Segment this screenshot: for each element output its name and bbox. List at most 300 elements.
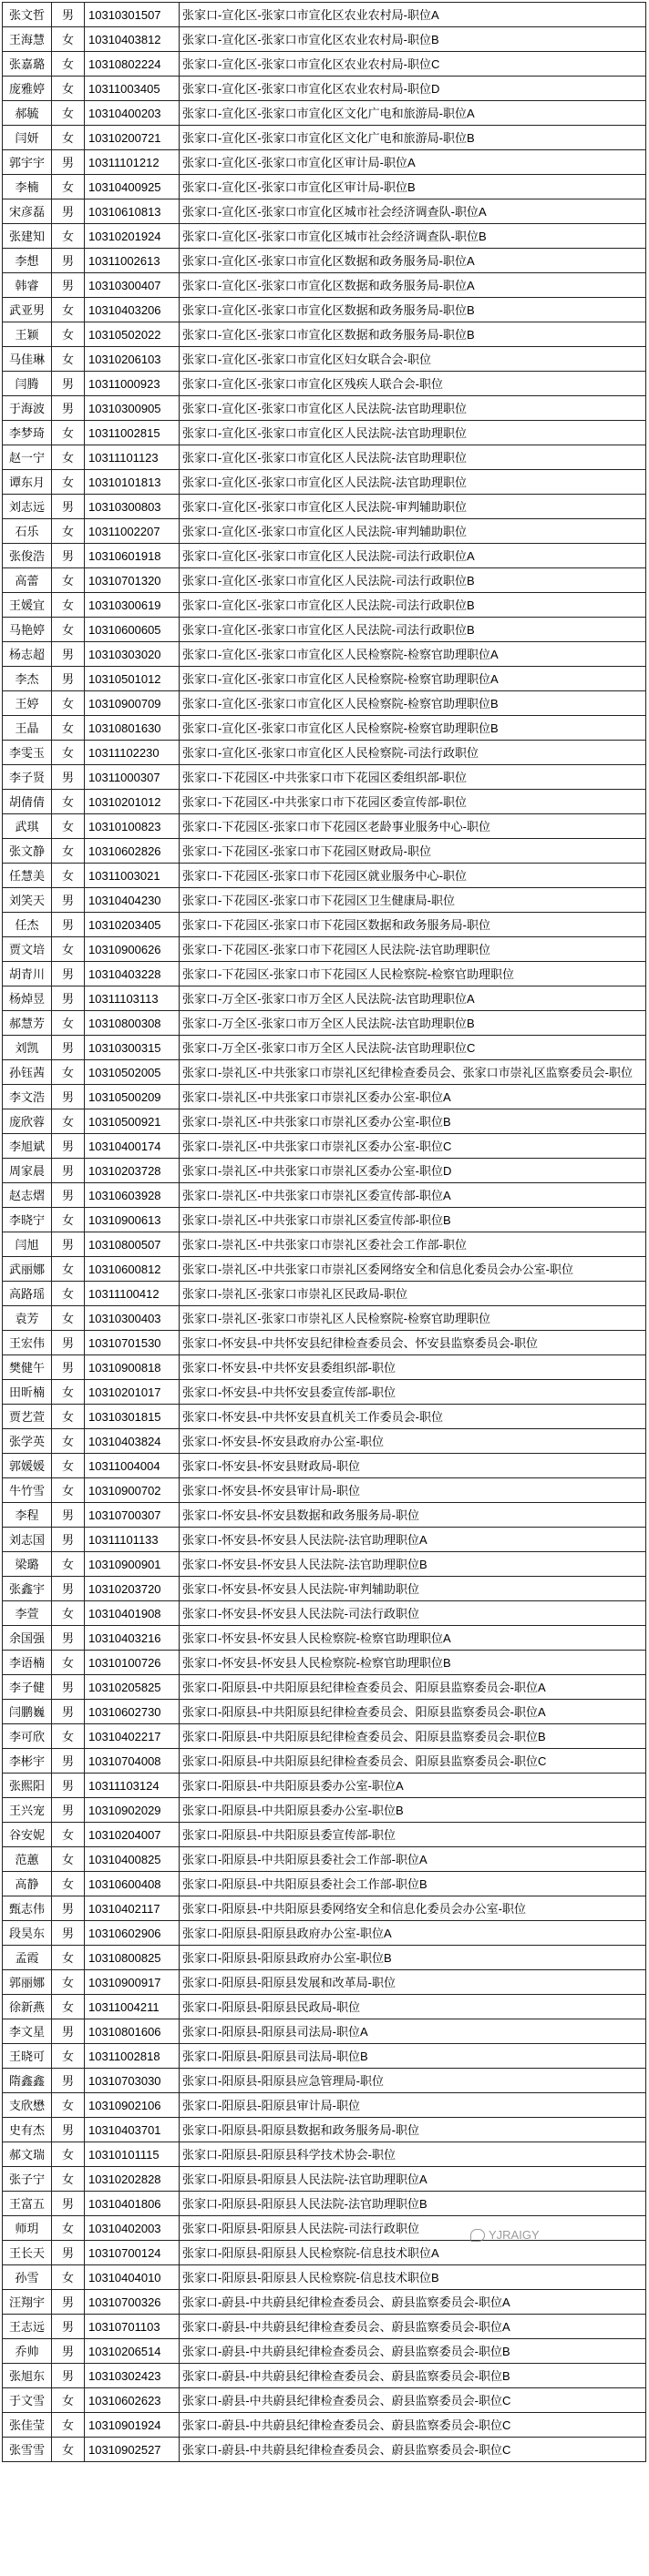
table-row — [3, 2118, 646, 2142]
cell-name: 刘凯 — [3, 1036, 52, 1060]
cell-name: 任杰 — [3, 913, 52, 937]
cell-position: 张家口-下花园区-张家口市下花园区卫生健康局-职位 — [180, 888, 646, 913]
cell-position: 张家口-崇礼区-中共张家口市崇礼区纪律检查委员会、张家口市崇礼区监察委员会-职位 — [180, 1060, 646, 1085]
cell-exam-id: 10310801630 — [85, 716, 180, 741]
cell-exam-id: 10310800507 — [85, 1232, 180, 1257]
cell-position: 张家口-蔚县-中共蔚县纪律检查委员会、蔚县监察委员会-职位B — [180, 2364, 646, 2388]
cell-name: 袁芳 — [3, 1306, 52, 1331]
cell-name: 史有杰 — [3, 2118, 52, 2142]
table-row — [3, 3, 646, 27]
cell-name: 胡青川 — [3, 962, 52, 986]
cell-name: 郭宇宇 — [3, 150, 52, 175]
cell-position: 张家口-宣化区-张家口市宣化区数据和政务服务局-职位B — [180, 322, 646, 347]
cell-exam-id: 10311003021 — [85, 864, 180, 888]
cell-exam-id: 10310704008 — [85, 1749, 180, 1774]
table-row — [3, 2167, 646, 2192]
cell-gender: 女 — [52, 126, 85, 150]
cell-exam-id: 10310402217 — [85, 1724, 180, 1749]
cell-gender: 男 — [52, 1896, 85, 1921]
cell-position: 张家口-宣化区-张家口市宣化区人民法院-司法行政职位B — [180, 593, 646, 618]
table-row — [3, 249, 646, 273]
cell-name: 范蕙 — [3, 1847, 52, 1872]
cell-exam-id: 10310201017 — [85, 1380, 180, 1405]
cell-position: 张家口-万全区-张家口市万全区人民法院-法官助理职位B — [180, 1011, 646, 1036]
cell-gender: 女 — [52, 2093, 85, 2118]
cell-name: 王晶 — [3, 716, 52, 741]
cell-exam-id: 10310100823 — [85, 814, 180, 839]
cell-exam-id: 10310200721 — [85, 126, 180, 150]
cell-name: 李旭斌 — [3, 1134, 52, 1159]
cell-exam-id: 10310404010 — [85, 2265, 180, 2290]
cell-position: 张家口-宣化区-张家口市宣化区数据和政务服务局-职位B — [180, 298, 646, 322]
cell-gender: 男 — [52, 2241, 85, 2265]
cell-name: 李楠 — [3, 175, 52, 199]
cell-name: 刘志国 — [3, 1528, 52, 1552]
cell-name: 李梦琦 — [3, 421, 52, 445]
cell-name: 韩睿 — [3, 273, 52, 298]
cell-gender: 男 — [52, 1503, 85, 1528]
cell-position: 张家口-下花园区-张家口市下花园区就业服务中心-职位 — [180, 864, 646, 888]
cell-position: 张家口-宣化区-张家口市宣化区人民法院-司法行政职位B — [180, 618, 646, 642]
cell-name: 马佳琳 — [3, 347, 52, 372]
table-row — [3, 667, 646, 691]
table-row — [3, 864, 646, 888]
cell-exam-id: 10310902527 — [85, 2438, 180, 2462]
cell-name: 王富五 — [3, 2192, 52, 2216]
table-row — [3, 2413, 646, 2438]
cell-exam-id: 10310100726 — [85, 1651, 180, 1675]
table-row — [3, 790, 646, 814]
cell-exam-id: 10310101115 — [85, 2142, 180, 2167]
cell-gender: 男 — [52, 1749, 85, 1774]
cell-gender: 男 — [52, 2118, 85, 2142]
cell-position: 张家口-宣化区-张家口市宣化区数据和政务服务局-职位A — [180, 249, 646, 273]
cell-name: 汪翔宇 — [3, 2290, 52, 2315]
cell-position: 张家口-宣化区-张家口市宣化区农业农村局-职位A — [180, 3, 646, 27]
cell-name: 李语楠 — [3, 1651, 52, 1675]
cell-exam-id: 10310700307 — [85, 1503, 180, 1528]
cell-position: 张家口-下花园区-张家口市下花园区数据和政务服务局-职位 — [180, 913, 646, 937]
table-row — [3, 1405, 646, 1429]
cell-exam-id: 10310601918 — [85, 544, 180, 568]
cell-position: 张家口-下花园区-张家口市下花园区老龄事业服务中心-职位 — [180, 814, 646, 839]
cell-exam-id: 10311002207 — [85, 519, 180, 544]
table-row — [3, 2290, 646, 2315]
table-row — [3, 1946, 646, 1970]
cell-gender: 男 — [52, 3, 85, 27]
cell-name: 乔帅 — [3, 2339, 52, 2364]
cell-position: 张家口-阳原县-中共阳原县委办公室-职位B — [180, 1798, 646, 1823]
cell-position: 张家口-宣化区-张家口市宣化区人民检察院-检察官助理职位B — [180, 716, 646, 741]
cell-name: 李雯玉 — [3, 741, 52, 765]
table-row — [3, 199, 646, 224]
cell-name: 李想 — [3, 249, 52, 273]
cell-exam-id: 10311002815 — [85, 421, 180, 445]
cell-position: 张家口-宣化区-张家口市宣化区审计局-职位B — [180, 175, 646, 199]
cell-position: 张家口-蔚县-中共蔚县纪律检查委员会、蔚县监察委员会-职位A — [180, 2290, 646, 2315]
table-row — [3, 126, 646, 150]
table-row — [3, 1060, 646, 1085]
cell-exam-id: 10311103124 — [85, 1774, 180, 1798]
cell-name: 高静 — [3, 1872, 52, 1896]
cell-gender: 女 — [52, 1429, 85, 1454]
cell-exam-id: 10310800308 — [85, 1011, 180, 1036]
cell-gender: 男 — [52, 2339, 85, 2364]
table-row — [3, 1355, 646, 1380]
cell-position: 张家口-阳原县-阳原县政府办公室-职位B — [180, 1946, 646, 1970]
cell-gender: 男 — [52, 1232, 85, 1257]
cell-gender: 女 — [52, 1060, 85, 1085]
cell-name: 甄志伟 — [3, 1896, 52, 1921]
cell-gender: 女 — [52, 1995, 85, 2019]
cell-position: 张家口-蔚县-中共蔚县纪律检查委员会、蔚县监察委员会-职位C — [180, 2388, 646, 2413]
table-row — [3, 593, 646, 618]
table-row — [3, 1847, 646, 1872]
cell-name: 师玥 — [3, 2216, 52, 2241]
cell-gender: 女 — [52, 1109, 85, 1134]
table-row — [3, 986, 646, 1011]
cell-name: 郝文瑞 — [3, 2142, 52, 2167]
cell-name: 牛竹雪 — [3, 1478, 52, 1503]
cell-name: 贾艺萱 — [3, 1405, 52, 1429]
table-row — [3, 101, 646, 126]
cell-name: 王兴宠 — [3, 1798, 52, 1823]
watermark-text: YJRAIGY — [489, 2228, 540, 2242]
cell-gender: 男 — [52, 2069, 85, 2093]
cell-position: 张家口-怀安县-中共怀安县委宣传部-职位 — [180, 1380, 646, 1405]
cell-gender: 女 — [52, 1552, 85, 1577]
cell-exam-id: 10310300407 — [85, 273, 180, 298]
cell-gender: 男 — [52, 1355, 85, 1380]
cell-exam-id: 10310401806 — [85, 2192, 180, 2216]
cell-name: 杨志超 — [3, 642, 52, 667]
cell-gender: 男 — [52, 1700, 85, 1724]
cell-position: 张家口-宣化区-张家口市宣化区城市社会经济调查队-职位A — [180, 199, 646, 224]
cell-name: 李彬宇 — [3, 1749, 52, 1774]
cell-gender: 男 — [52, 1626, 85, 1651]
cell-name: 高蕾 — [3, 568, 52, 593]
cell-gender: 女 — [52, 716, 85, 741]
cell-name: 段昊东 — [3, 1921, 52, 1946]
cell-exam-id: 10310400203 — [85, 101, 180, 126]
cell-gender: 男 — [52, 199, 85, 224]
cell-exam-id: 10310900702 — [85, 1478, 180, 1503]
table-row — [3, 2388, 646, 2413]
cell-exam-id: 10310403206 — [85, 298, 180, 322]
cell-exam-id: 10310400174 — [85, 1134, 180, 1159]
table-row — [3, 421, 646, 445]
cell-gender: 男 — [52, 1134, 85, 1159]
cell-exam-id: 10310900626 — [85, 937, 180, 962]
cell-gender: 男 — [52, 1183, 85, 1208]
table-row — [3, 1700, 646, 1724]
cell-position: 张家口-阳原县-阳原县司法局-职位B — [180, 2044, 646, 2069]
table-row — [3, 2339, 646, 2364]
table-row — [3, 1380, 646, 1405]
table-row — [3, 1749, 646, 1774]
cell-position: 张家口-崇礼区-中共张家口市崇礼区委宣传部-职位A — [180, 1183, 646, 1208]
cell-name: 于文雪 — [3, 2388, 52, 2413]
cell-position: 张家口-崇礼区-中共张家口市崇礼区委社会工作部-职位 — [180, 1232, 646, 1257]
cell-name: 余国强 — [3, 1626, 52, 1651]
cell-gender: 女 — [52, 741, 85, 765]
cell-position: 张家口-阳原县-阳原县人民法院-法官助理职位A — [180, 2167, 646, 2192]
cell-exam-id: 10311100412 — [85, 1282, 180, 1306]
cell-position: 张家口-宣化区-张家口市宣化区农业农村局-职位C — [180, 52, 646, 77]
table-row — [3, 1183, 646, 1208]
cell-exam-id: 10310600605 — [85, 618, 180, 642]
table-row — [3, 741, 646, 765]
cell-name: 闫腾 — [3, 372, 52, 396]
cell-gender: 女 — [52, 77, 85, 101]
cell-gender: 女 — [52, 2167, 85, 2192]
cell-position: 张家口-怀安县-怀安县政府办公室-职位 — [180, 1429, 646, 1454]
cell-gender: 男 — [52, 913, 85, 937]
cell-position: 张家口-宣化区-张家口市宣化区农业农村局-职位D — [180, 77, 646, 101]
cell-exam-id: 10310301815 — [85, 1405, 180, 1429]
cell-position: 张家口-阳原县-阳原县人民法院-法官助理职位B — [180, 2192, 646, 2216]
cell-exam-id: 10310502022 — [85, 322, 180, 347]
cell-exam-id: 10311000923 — [85, 372, 180, 396]
cell-position: 张家口-阳原县-中共阳原县委办公室-职位A — [180, 1774, 646, 1798]
cell-position: 张家口-怀安县-中共怀安县委组织部-职位 — [180, 1355, 646, 1380]
table-row — [3, 1798, 646, 1823]
cell-exam-id: 10310403228 — [85, 962, 180, 986]
cell-name: 王志远 — [3, 2315, 52, 2339]
table-row — [3, 1454, 646, 1478]
table-row — [3, 52, 646, 77]
cell-gender: 男 — [52, 1921, 85, 1946]
cell-exam-id: 10310900917 — [85, 1970, 180, 1995]
roster-body — [3, 3, 646, 2462]
cell-gender: 女 — [52, 814, 85, 839]
cell-position: 张家口-怀安县-怀安县人民检察院-检察官助理职位B — [180, 1651, 646, 1675]
cell-position: 张家口-宣化区-张家口市宣化区人民法院-法官助理职位 — [180, 470, 646, 495]
table-row — [3, 691, 646, 716]
cell-gender: 女 — [52, 1847, 85, 1872]
table-row — [3, 1306, 646, 1331]
cell-exam-id: 10310800825 — [85, 1946, 180, 1970]
cell-exam-id: 10310501012 — [85, 667, 180, 691]
cell-exam-id: 10310202828 — [85, 2167, 180, 2192]
cell-gender: 男 — [52, 2315, 85, 2339]
cell-position: 张家口-阳原县-中共阳原县委网络安全和信息化委员会办公室-职位 — [180, 1896, 646, 1921]
cell-position: 张家口-宣化区-张家口市宣化区人民法院-法官助理职位 — [180, 445, 646, 470]
cell-position: 张家口-宣化区-张家口市宣化区审计局-职位A — [180, 150, 646, 175]
cell-exam-id: 10310602730 — [85, 1700, 180, 1724]
table-row — [3, 2069, 646, 2093]
cell-gender: 男 — [52, 1331, 85, 1355]
cell-exam-id: 10310700326 — [85, 2290, 180, 2315]
cell-gender: 女 — [52, 445, 85, 470]
cell-gender: 女 — [52, 1306, 85, 1331]
cell-name: 张俊浩 — [3, 544, 52, 568]
cell-gender: 女 — [52, 224, 85, 249]
table-row — [3, 1724, 646, 1749]
cell-exam-id: 10310603928 — [85, 1183, 180, 1208]
cell-position: 张家口-阳原县-中共阳原县委宣传部-职位 — [180, 1823, 646, 1847]
table-row — [3, 2315, 646, 2339]
cell-gender: 女 — [52, 839, 85, 864]
cell-gender: 男 — [52, 1798, 85, 1823]
cell-name: 王媛宜 — [3, 593, 52, 618]
cell-exam-id: 10311000307 — [85, 765, 180, 790]
cell-exam-id: 10310502005 — [85, 1060, 180, 1085]
cell-position: 张家口-宣化区-张家口市宣化区数据和政务服务局-职位A — [180, 273, 646, 298]
cell-exam-id: 10310900818 — [85, 1355, 180, 1380]
cell-gender: 女 — [52, 519, 85, 544]
cell-exam-id: 10310900901 — [85, 1552, 180, 1577]
table-row — [3, 1282, 646, 1306]
cell-position: 张家口-怀安县-怀安县人民检察院-检察官助理职位A — [180, 1626, 646, 1651]
cell-position: 张家口-蔚县-中共蔚县纪律检查委员会、蔚县监察委员会-职位C — [180, 2413, 646, 2438]
cell-name: 田昕楠 — [3, 1380, 52, 1405]
cell-exam-id: 10310300403 — [85, 1306, 180, 1331]
cell-exam-id: 10311004004 — [85, 1454, 180, 1478]
cell-exam-id: 10310206514 — [85, 2339, 180, 2364]
cell-exam-id: 10311004211 — [85, 1995, 180, 2019]
table-row — [3, 814, 646, 839]
table-row — [3, 396, 646, 421]
table-row — [3, 1503, 646, 1528]
cell-exam-id: 10311103113 — [85, 986, 180, 1011]
cell-gender: 男 — [52, 1085, 85, 1109]
cell-name: 闫旭 — [3, 1232, 52, 1257]
cell-name: 谷安妮 — [3, 1823, 52, 1847]
table-row — [3, 224, 646, 249]
table-row — [3, 544, 646, 568]
table-row — [3, 175, 646, 199]
table-row — [3, 2438, 646, 2462]
cell-position: 张家口-阳原县-中共阳原县纪律检查委员会、阳原县监察委员会-职位C — [180, 1749, 646, 1774]
cell-exam-id: 10310206103 — [85, 347, 180, 372]
table-row — [3, 347, 646, 372]
cell-exam-id: 10311003405 — [85, 77, 180, 101]
cell-exam-id: 10310403701 — [85, 2118, 180, 2142]
cell-name: 武亚男 — [3, 298, 52, 322]
cell-position: 张家口-崇礼区-中共张家口市崇礼区委办公室-职位A — [180, 1085, 646, 1109]
cell-gender: 女 — [52, 175, 85, 199]
cell-exam-id: 10310303020 — [85, 642, 180, 667]
cell-gender: 女 — [52, 1724, 85, 1749]
cell-gender: 男 — [52, 1528, 85, 1552]
cell-name: 张子宁 — [3, 2167, 52, 2192]
table-row — [3, 1036, 646, 1060]
cell-position: 张家口-阳原县-阳原县政府办公室-职位A — [180, 1921, 646, 1946]
cell-exam-id: 10310403824 — [85, 1429, 180, 1454]
cell-name: 刘笑天 — [3, 888, 52, 913]
cell-position: 张家口-蔚县-中共蔚县纪律检查委员会、蔚县监察委员会-职位B — [180, 2339, 646, 2364]
table-row — [3, 470, 646, 495]
cell-gender: 女 — [52, 1601, 85, 1626]
cell-exam-id: 10310902029 — [85, 1798, 180, 1823]
cell-name: 刘志远 — [3, 495, 52, 519]
table-row — [3, 2364, 646, 2388]
table-row — [3, 2093, 646, 2118]
cell-position: 张家口-怀安县-怀安县人民法院-审判辅助职位 — [180, 1577, 646, 1601]
table-row — [3, 372, 646, 396]
cell-position: 张家口-崇礼区-中共张家口市崇礼区委宣传部-职位B — [180, 1208, 646, 1232]
cell-name: 谭东月 — [3, 470, 52, 495]
cell-exam-id: 10310402117 — [85, 1896, 180, 1921]
cell-position: 张家口-阳原县-中共阳原县纪律检查委员会、阳原县监察委员会-职位A — [180, 1675, 646, 1700]
table-row — [3, 1651, 646, 1675]
cell-gender: 女 — [52, 52, 85, 77]
cell-name: 高路瑶 — [3, 1282, 52, 1306]
cell-gender: 女 — [52, 864, 85, 888]
table-row — [3, 2044, 646, 2069]
cell-position: 张家口-宣化区-张家口市宣化区人民检察院-检察官助理职位A — [180, 667, 646, 691]
table-row — [3, 150, 646, 175]
cell-gender: 女 — [52, 937, 85, 962]
table-row — [3, 322, 646, 347]
cell-exam-id: 10310203405 — [85, 913, 180, 937]
cell-name: 徐新燕 — [3, 1995, 52, 2019]
cell-name: 宋彦磊 — [3, 199, 52, 224]
cell-name: 石乐 — [3, 519, 52, 544]
cell-name: 张旭东 — [3, 2364, 52, 2388]
cell-gender: 女 — [52, 1651, 85, 1675]
cell-gender: 女 — [52, 2142, 85, 2167]
cell-name: 李文星 — [3, 2019, 52, 2044]
cell-name: 马艳婷 — [3, 618, 52, 642]
cell-name: 李杰 — [3, 667, 52, 691]
cell-position: 张家口-阳原县-中共阳原县委社会工作部-职位B — [180, 1872, 646, 1896]
cell-position: 张家口-阳原县-中共阳原县纪律检查委员会、阳原县监察委员会-职位B — [180, 1724, 646, 1749]
table-row — [3, 519, 646, 544]
cell-exam-id: 10310500921 — [85, 1109, 180, 1134]
cell-name: 王长天 — [3, 2241, 52, 2265]
cell-name: 支欣懋 — [3, 2093, 52, 2118]
cell-name: 李晓宁 — [3, 1208, 52, 1232]
table-row — [3, 1232, 646, 1257]
cell-position: 张家口-宣化区-张家口市宣化区农业农村局-职位B — [180, 27, 646, 52]
cell-position: 张家口-阳原县-阳原县人民检察院-信息技术职位B — [180, 2265, 646, 2290]
cell-position: 张家口-下花园区-张家口市下花园区人民法院-法官助理职位 — [180, 937, 646, 962]
cell-name: 赵志熠 — [3, 1183, 52, 1208]
cell-position: 张家口-宣化区-张家口市宣化区人民检察院-检察官助理职位A — [180, 642, 646, 667]
cell-name: 武丽娜 — [3, 1257, 52, 1282]
table-row — [3, 273, 646, 298]
table-row — [3, 1626, 646, 1651]
cell-name: 梁璐 — [3, 1552, 52, 1577]
cell-name: 胡倩倩 — [3, 790, 52, 814]
cell-exam-id: 10310701103 — [85, 2315, 180, 2339]
cell-name: 周家晨 — [3, 1159, 52, 1183]
cell-exam-id: 10310300619 — [85, 593, 180, 618]
cell-name: 王海慧 — [3, 27, 52, 52]
cell-gender: 男 — [52, 765, 85, 790]
cell-gender: 女 — [52, 101, 85, 126]
cell-exam-id: 10310600812 — [85, 1257, 180, 1282]
table-row — [3, 888, 646, 913]
cell-name: 李子贤 — [3, 765, 52, 790]
cell-name: 李可欣 — [3, 1724, 52, 1749]
cell-position: 张家口-崇礼区-中共张家口市崇礼区委网络安全和信息化委员会办公室-职位 — [180, 1257, 646, 1282]
table-row — [3, 937, 646, 962]
cell-name: 贾文培 — [3, 937, 52, 962]
cell-exam-id: 10310101813 — [85, 470, 180, 495]
cell-name: 张文哲 — [3, 3, 52, 27]
cell-position: 张家口-阳原县-阳原县科学技术协会-职位 — [180, 2142, 646, 2167]
cell-exam-id: 10310802224 — [85, 52, 180, 77]
cell-position: 张家口-怀安县-怀安县审计局-职位 — [180, 1478, 646, 1503]
cell-exam-id: 10310203728 — [85, 1159, 180, 1183]
cell-position: 张家口-宣化区-张家口市宣化区人民法院-司法行政职位B — [180, 568, 646, 593]
cell-gender: 男 — [52, 1675, 85, 1700]
cell-exam-id: 10310500209 — [85, 1085, 180, 1109]
table-row — [3, 1478, 646, 1503]
